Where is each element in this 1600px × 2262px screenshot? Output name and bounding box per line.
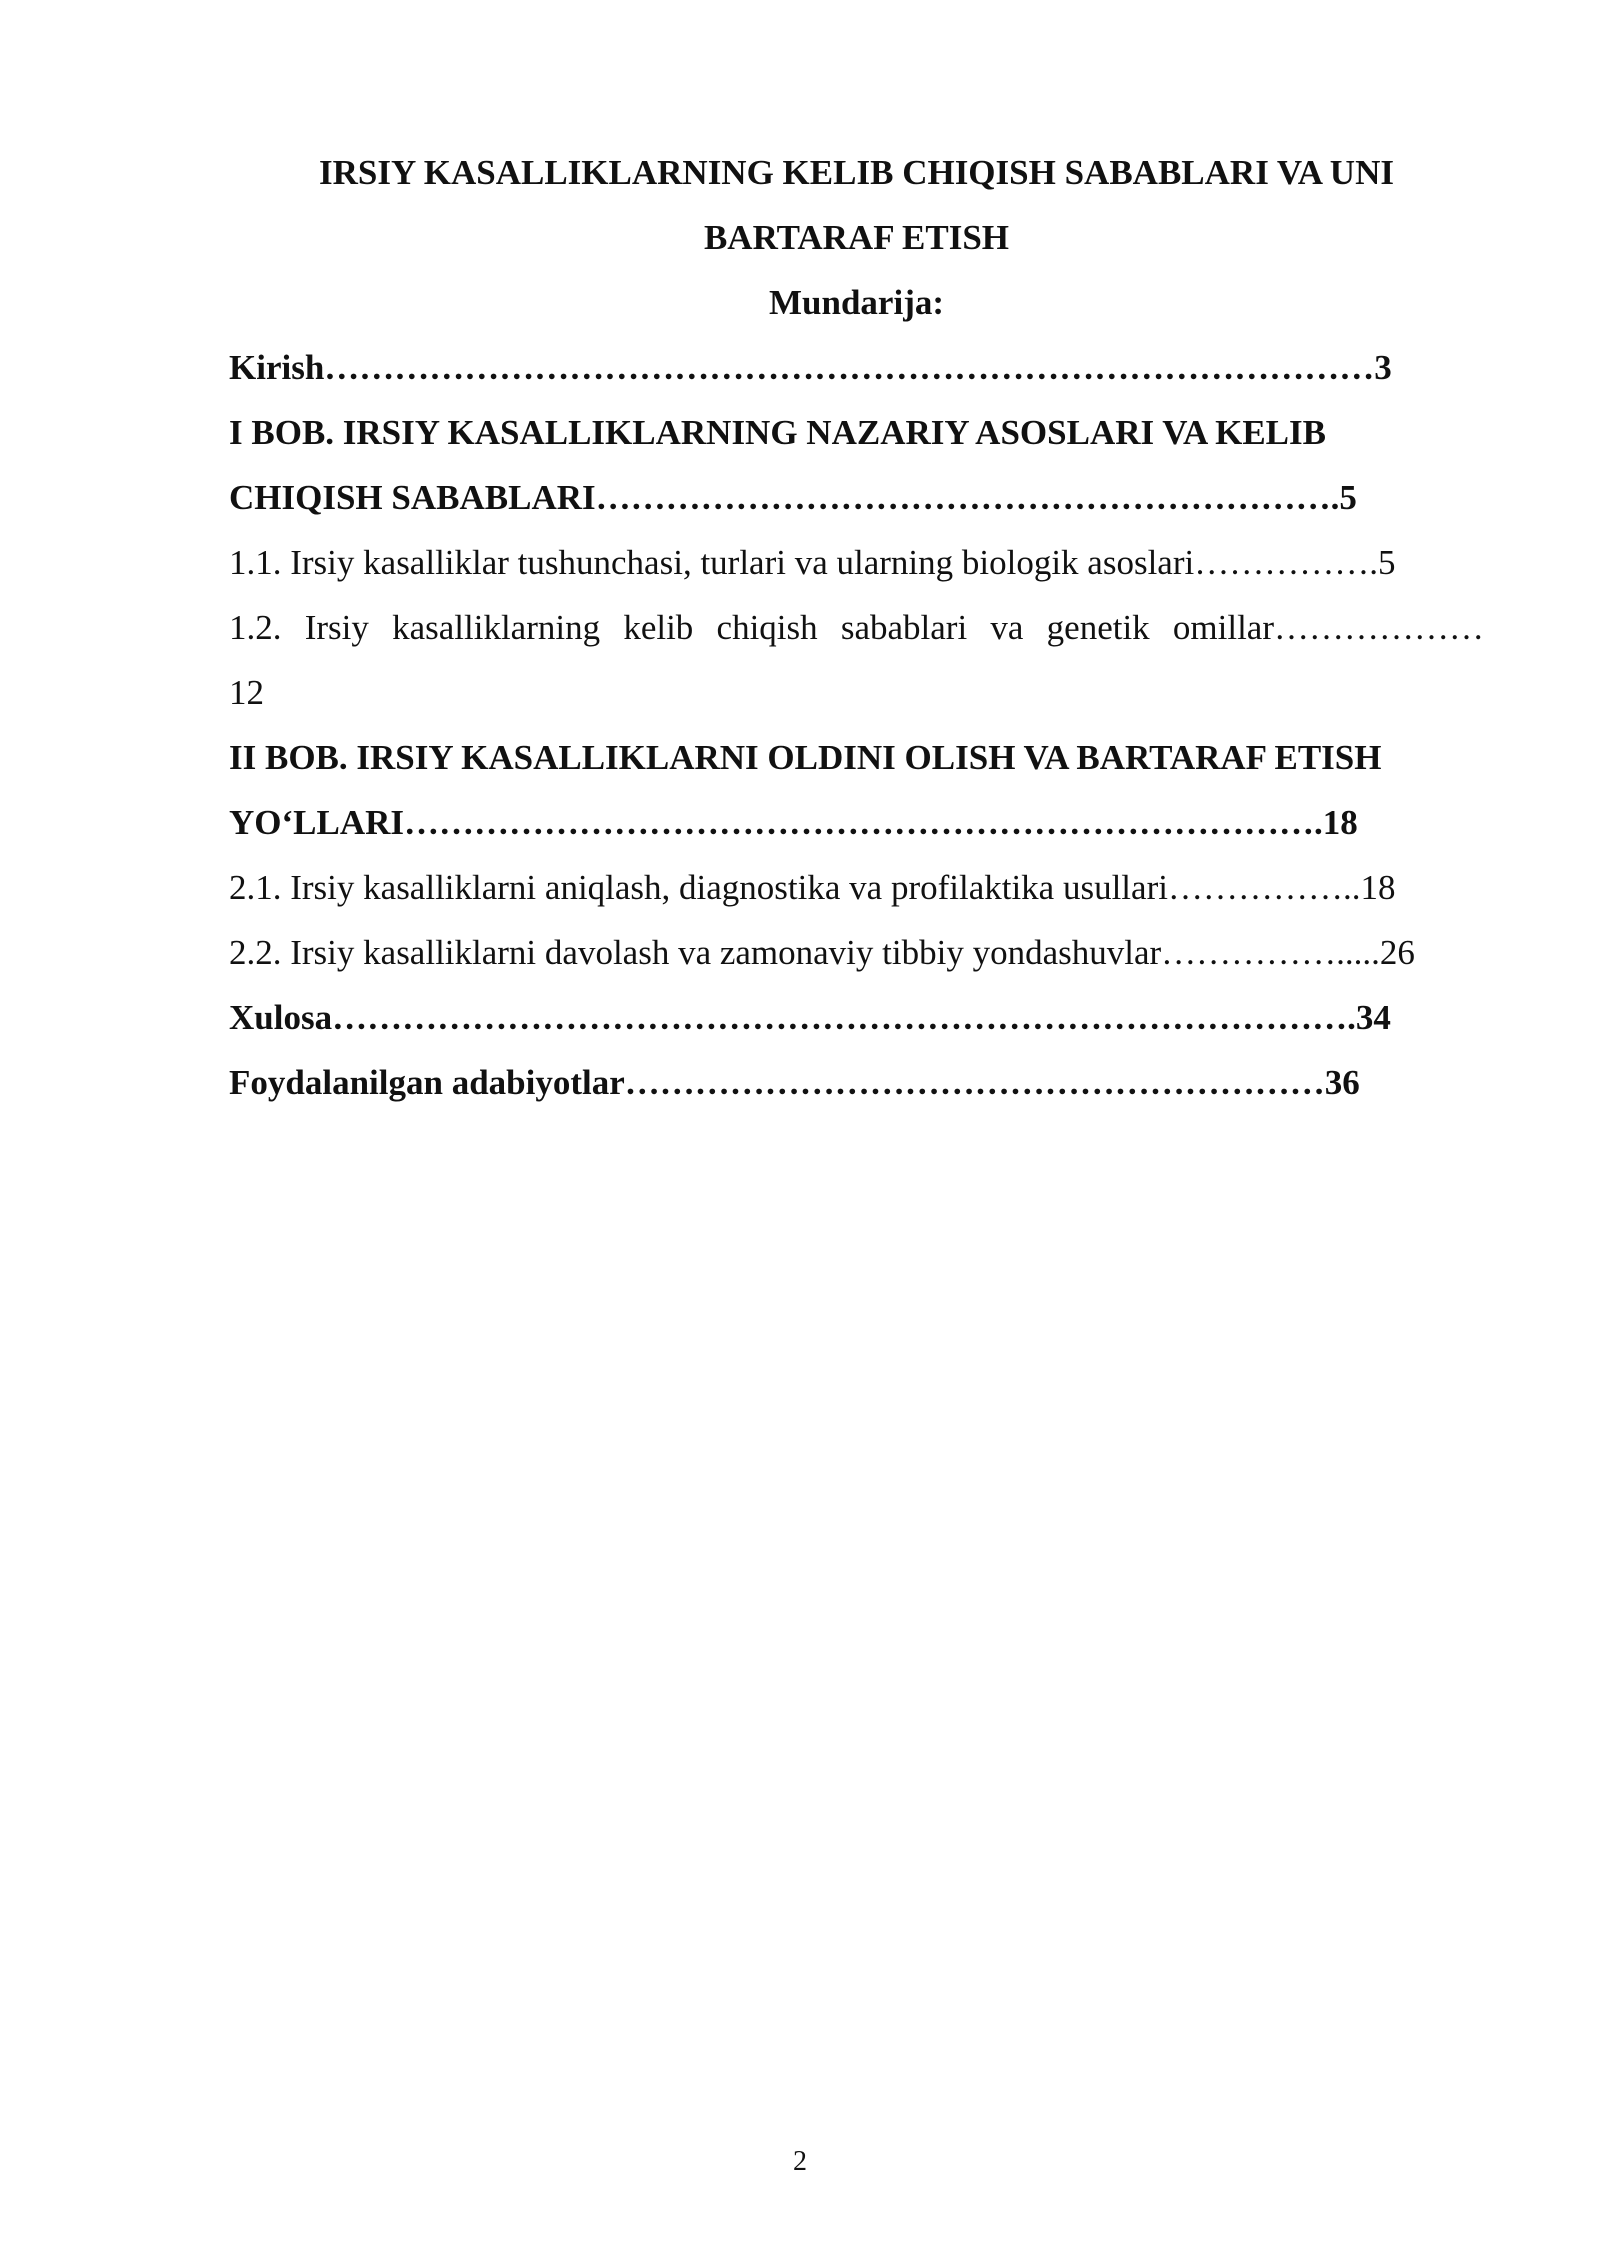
toc-entry-section-1-2-page: 12 <box>229 673 264 712</box>
toc-entry-section-1-2: 1.2. Irsiy kasalliklarning kelib chiqish sabablari va genetik omillar……………… <box>229 608 1484 647</box>
toc-entry-section-2-2: 2.2. Irsiy kasalliklarni davolash va zamonaviy tibbiy yondashuvlar…………….....26 <box>229 933 1415 972</box>
toc-entry-kirish: Kirish………………………………………………………………………………3 <box>229 348 1392 387</box>
toc-entry-chapter-2-line-1: II BOB. IRSIY KASALLIKLARNI OLDINI OLISH VA BARTARAF ETISH <box>229 738 1382 777</box>
toc-entry-xulosa: Xulosa…………………………………………………………………………….34 <box>229 998 1391 1037</box>
toc-entry-section-2-1: 2.1. Irsiy kasalliklarni aniqlash, diagnostika va profilaktika usullari……………..18 <box>229 868 1396 907</box>
document-title-line-2: BARTARAF ETISH <box>703 218 1010 257</box>
toc-heading: Mundarija: <box>769 283 944 322</box>
toc-entry-chapter-2-line-2: YO‘LLARI…………………………………………………………………….18 <box>229 803 1358 842</box>
page-number: 2 <box>793 2146 807 2177</box>
toc-entry-chapter-1-line-1: I BOB. IRSIY KASALLIKLARNING NAZARIY ASOSLARI VA KELIB <box>229 413 1326 452</box>
page-content <box>229 140 1484 1115</box>
toc-entry-section-1-1: 1.1. Irsiy kasalliklar tushunchasi, turlari va ularning biologik asoslari…………….5 <box>229 543 1396 582</box>
toc-entry-adabiyotlar: Foydalanilgan adabiyotlar……………………………………………………36 <box>229 1063 1360 1102</box>
toc-entry-chapter-1-line-2: CHIQISH SABABLARI……………………………………………………….5 <box>229 478 1357 517</box>
document-title-line-1: IRSIY KASALLIKLARNING KELIB CHIQISH SABABLARI VA UNI <box>319 153 1394 192</box>
